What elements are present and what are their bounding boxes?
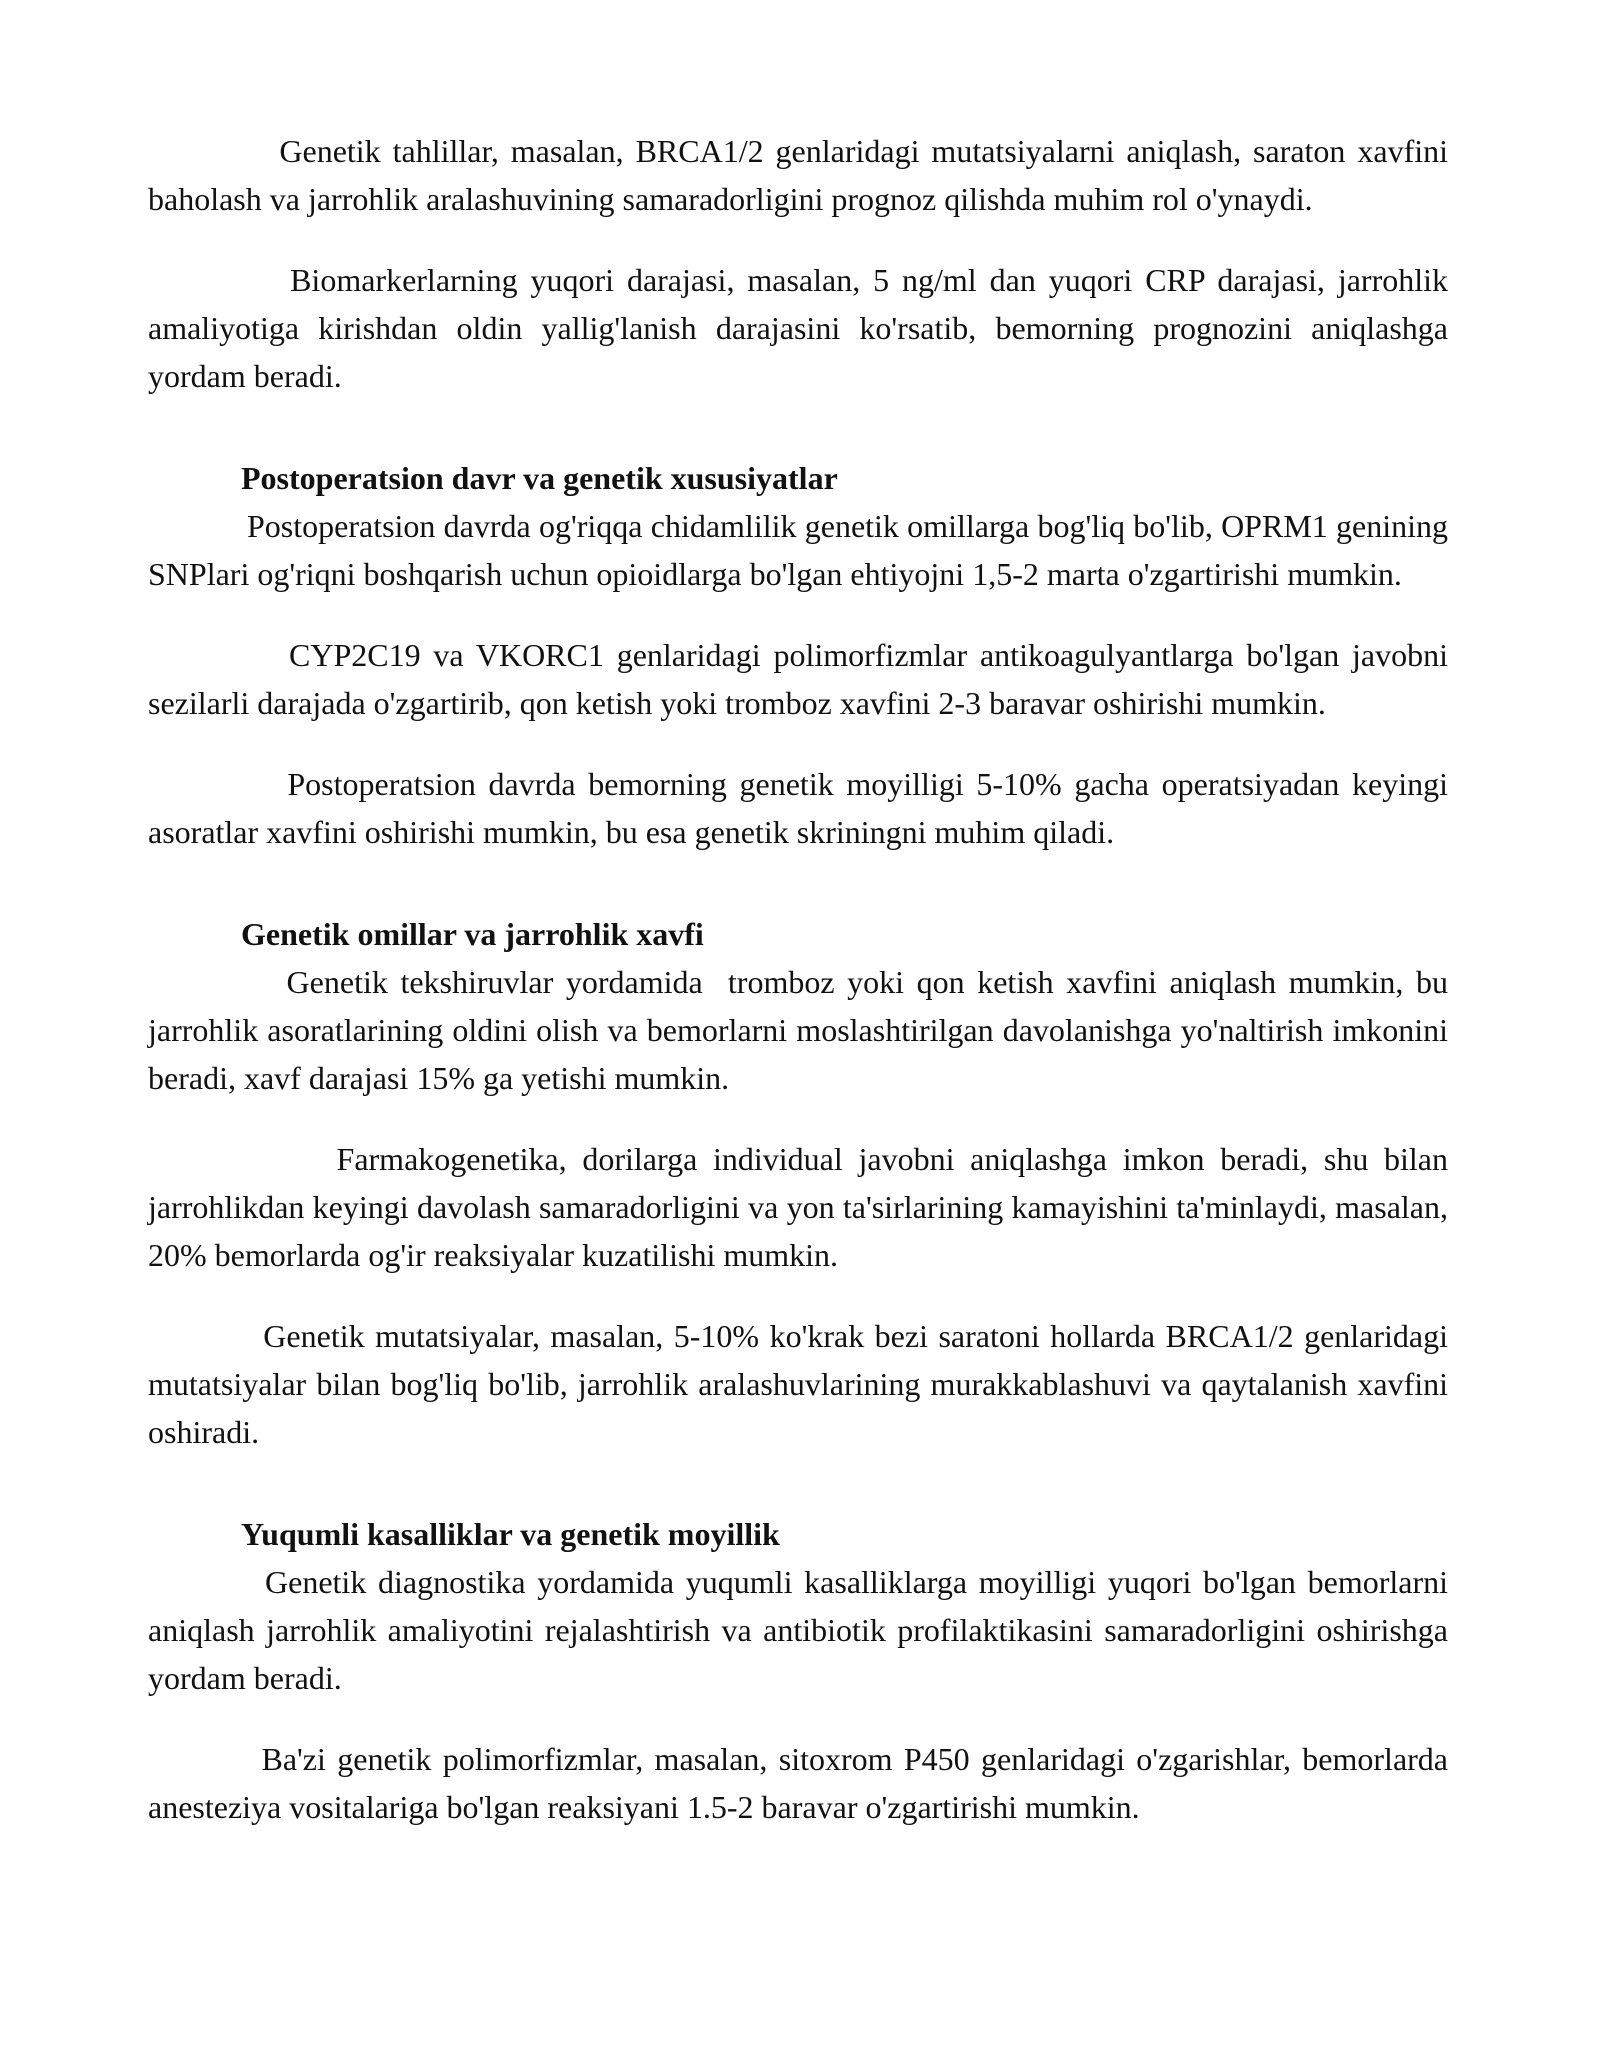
document-page	[148, 127, 1465, 1864]
paragraph: Genetik tekshiruvlar yordamida tromboz yoki qon ketish xavfini aniqlash mumkin, bu jarrohlik asoratlarining oldini olish va bemorlarni moslashtirilgan davolanishga yo'naltirish imkonini beradi, xavf darajasi 15% ga yetishi mumkin.	[148, 964, 1456, 1096]
section-surgical-risk	[148, 910, 1457, 1456]
section-heading: Genetik omillar va jarrohlik xavfi	[241, 916, 704, 952]
paragraph: Ba'zi genetik polimorfizmlar, masalan, sitoxrom P450 genlaridagi o'zgarishlar, bemorlarda anesteziya vositalariga bo'lgan reaksiyani 1.5-2 baravar o'zgartirishi mumkin.	[148, 1741, 1457, 1825]
paragraph: Genetik diagnostika yordamida yuqumli kasalliklarga moyilligi yuqori bo'lgan bemorlarni aniqlash jarrohlik amaliyotini rejalashtirish va antibiotik profilaktikasini samaradorligini oshirishga yordam beradi.	[148, 1564, 1457, 1696]
paragraph: Farmakogenetika, dorilarga individual javobni aniqlashga imkon beradi, shu bilan jarrohlikdan keyingi davolash samaradorligini va yon ta'sirlarining kamayishini ta'minlaydi, masalan, 20% bemorlarda og'ir reaksiyalar kuzatilishi mumkin.	[148, 1141, 1457, 1273]
paragraph: CYP2C19 va VKORC1 genlaridagi polimorfizmlar antikoagulyantlarga bo'lgan javobni sezilarli darajada o'zgartirib, qon ketish yoki tromboz xavfini 2-3 baravar oshirishi mumkin.	[148, 637, 1457, 721]
section-intro	[148, 127, 1465, 400]
paragraph: Genetik tahlillar, masalan, BRCA1/2 genlaridagi mutatsiyalarni aniqlash, saraton xavfini baholash va jarrohlik aralashuvining samaradorligini prognoz qilishda muhim rol o'ynaydi.	[148, 133, 1465, 217]
paragraph: Postoperatsion davrda bemorning genetik moyilligi 5-10% gacha operatsiyadan keyingi asoratlar xavfini oshirishi mumkin, bu esa genetik skriningni muhim qiladi.	[148, 766, 1457, 850]
paragraph: Genetik mutatsiyalar, masalan, 5-10% ko'krak bezi saratoni hollarda BRCA1/2 genlaridagi mutatsiyalar bilan bog'liq bo'lib, jarrohlik aralashuvlarining murakkablashuvi va qaytalanish xavfini oshiradi.	[148, 1318, 1457, 1450]
section-postoperative	[148, 454, 1465, 856]
paragraph: Postoperatsion davrda og'riqqa chidamlilik genetik omillarga bog'liq bo'lib, OPRM1 genining SNPlari og'riqni boshqarish uchun opioidlarga bo'lgan ehtiyojni 1,5-2 marta o'zgartirishi mumkin.	[148, 508, 1465, 592]
section-heading: Yuqumli kasalliklar va genetik moyillik	[241, 1516, 780, 1552]
paragraph: Biomarkerlarning yuqori darajasi, masalan, 5 ng/ml dan yuqori CRP darajasi, jarrohlik amaliyotiga kirishdan oldin yallig'lanish darajasini ko'rsatib, bemorning prognozini aniqlashga yordam beradi.	[148, 262, 1457, 394]
section-heading: Postoperatsion davr va genetik xususiyatlar	[241, 460, 838, 496]
section-infectious-diseases	[148, 1510, 1457, 1831]
